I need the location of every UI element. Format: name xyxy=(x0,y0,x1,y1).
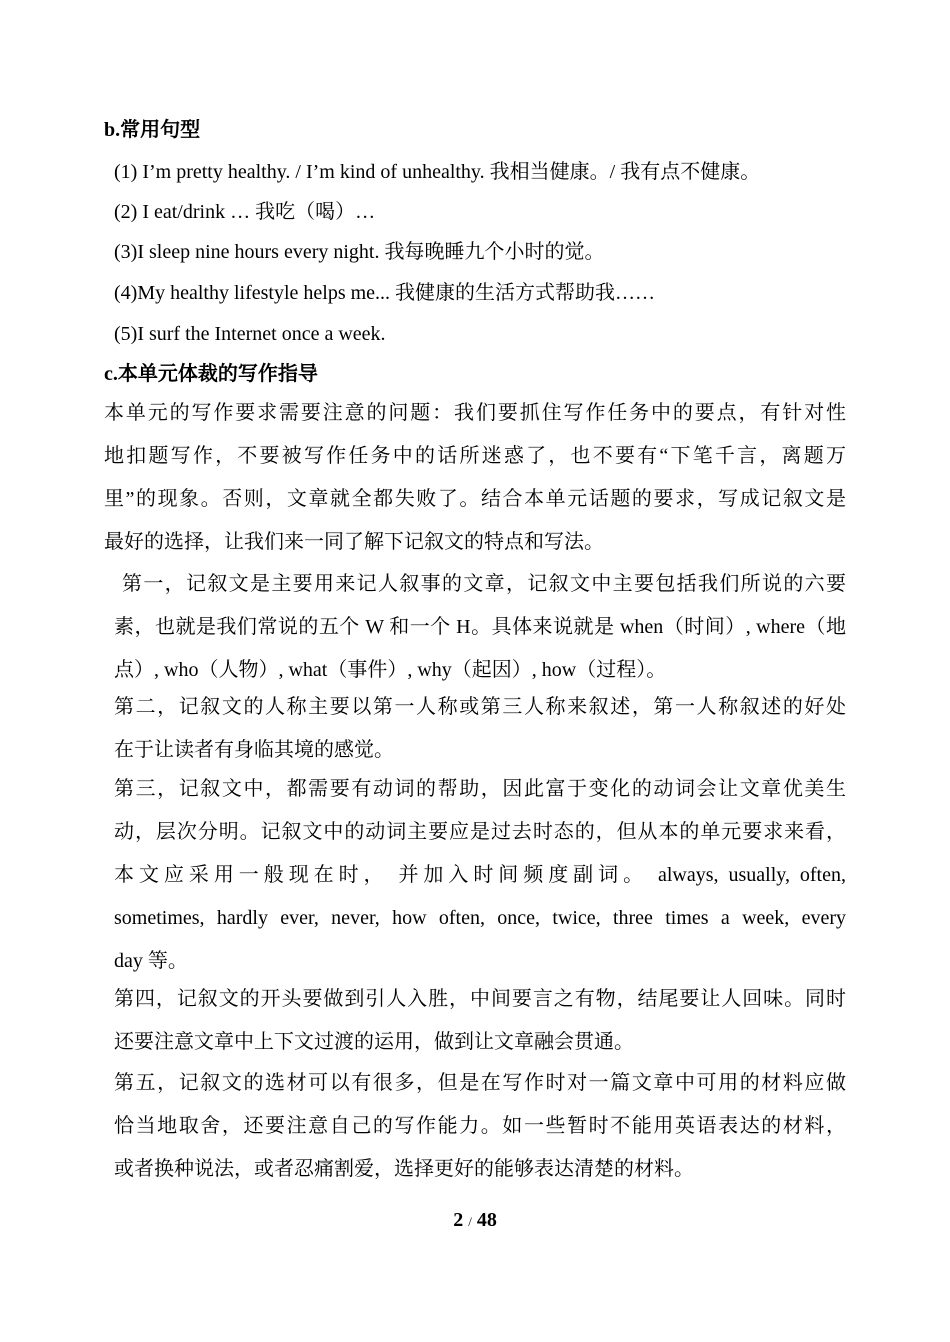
sentence-pattern-3: (3)I sleep nine hours every night. 我每晚睡九个小时的觉。 xyxy=(114,241,605,263)
current-page: 2 xyxy=(453,1209,464,1231)
total-pages: 48 xyxy=(476,1209,497,1231)
point-one-line: 素，也就是我们常说的五个 W 和一个 H。具体来说就是 when（时间）, where（地 xyxy=(114,616,846,638)
point-three-line: 本文应采用一般现在时， 并加入时间频度副词。 always, usually, often, xyxy=(114,864,846,886)
intro-line: 本单元的写作要求需要注意的问题：我们要抓住写作任务中的要点，有针对性 xyxy=(104,402,846,424)
sentence-pattern-5: (5)I surf the Internet once a week. xyxy=(114,323,386,345)
point-three-line: 动，层次分明。记叙文中的动词主要应是过去时态的，但从本的单元要求来看， xyxy=(114,821,846,843)
point-five-line: 或者换种说法，或者忍痛割爱，选择更好的能够表达清楚的材料。 xyxy=(114,1158,694,1180)
point-three-line: sometimes, hardly ever, never, how often, once, twice, three times a week, every xyxy=(114,907,846,929)
point-five-line: 恰当地取舍，还要注意自己的写作能力。如一些暂时不能用英语表达的材料， xyxy=(114,1115,846,1137)
point-two-line: 在于让读者有身临其境的感觉。 xyxy=(114,739,394,761)
sentence-pattern-2: (2) I eat/drink … 我吃（喝）… xyxy=(114,201,376,223)
point-two-line: 第二，记叙文的人称主要以第一人称或第三人称来叙述，第一人称叙述的好处 xyxy=(114,696,846,718)
sentence-pattern-1: (1) I’m pretty healthy. / I’m kind of unhealthy. 我相当健康。/ 我有点不健康。 xyxy=(114,161,761,183)
intro-line: 地扣题写作，不要被写作任务中的话所迷惑了，也不要有“下笔千言，离题万 xyxy=(104,445,846,467)
point-four-line: 还要注意文章中上下文过渡的运用，做到让文章融会贯通。 xyxy=(114,1031,634,1053)
intro-line: 最好的选择，让我们来一同了解下记叙文的特点和写法。 xyxy=(104,531,604,553)
point-one-line: 点）, who（人物）, what（事件）, why（起因）, how（过程）。 xyxy=(114,659,667,681)
point-two-paragraph xyxy=(114,686,846,772)
point-three-line: 第三，记叙文中，都需要有动词的帮助，因此富于变化的动词会让文章优美生 xyxy=(114,778,846,800)
point-five-paragraph xyxy=(114,1062,846,1191)
section-b-heading: b.常用句型 xyxy=(104,119,201,141)
point-three-paragraph xyxy=(114,768,846,983)
page-separator: / xyxy=(468,1214,472,1229)
point-four-paragraph xyxy=(114,978,846,1064)
point-four-line: 第四，记叙文的开头要做到引人入胜，中间要言之有物，结尾要让人回味。同时 xyxy=(114,988,846,1010)
page-number xyxy=(0,1208,950,1234)
point-three-line: day 等。 xyxy=(114,950,188,972)
sentence-pattern-4: (4)My healthy lifestyle helps me... 我健康的生活方式帮助我…… xyxy=(114,282,656,304)
intro-line: 里”的现象。否则，文章就全都失败了。结合本单元话题的要求，写成记叙文是 xyxy=(104,488,846,510)
intro-paragraph xyxy=(104,392,846,564)
point-one-line: 第一，记叙文是主要用来记人叙事的文章，记叙文中主要包括我们所说的六要 xyxy=(122,573,846,595)
point-five-line: 第五，记叙文的选材可以有很多，但是在写作时对一篇文章中可用的材料应做 xyxy=(114,1072,846,1094)
point-one-paragraph xyxy=(114,563,846,692)
section-c-heading: c.本单元体裁的写作指导 xyxy=(104,363,318,385)
